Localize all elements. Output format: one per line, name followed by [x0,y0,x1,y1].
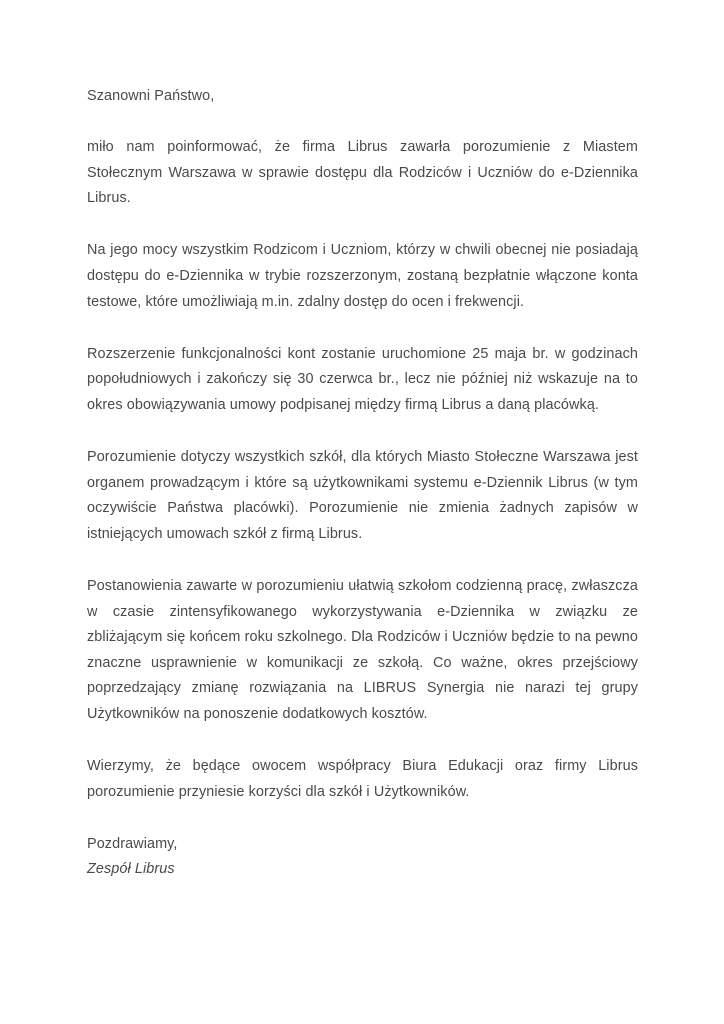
closing: Pozdrawiamy, [87,835,178,852]
salutation: Szanowni Państwo, [87,88,215,104]
paragraph-agreement: miło nam poinformować, że firma Librus zawarła porozumienie z Miastem Stołecznym Warszawa w sprawie dostępu dla Rodziców i Uczniów do e-Dziennika Librus. [87,139,638,207]
paragraph-scope: Porozumienie dotyczy wszystkich szkół, dla których Miasto Stołeczne Warszawa jest organem prowadzącym i które są użytkownikami systemu e-Dziennik Librus (w tym oczywiście Państwa placówki). Porozumienie nie zmienia żadnych zapisów w istniejących umowach szkół z firmą Librus. [87,449,638,542]
paragraph-test-accounts: Na jego mocy wszystkim Rodzicom i Uczniom, którzy w chwili obecnej nie posiadają dostępu do e-Dziennika w trybie rozszerzonym, zostaną bezpłatnie włączone konta testowe, które umożliwiają m.in. zdalny dostęp do ocen i frekwencji. [87,242,638,310]
letter-body [87,84,638,883]
signature: Zespół Librus [87,861,175,878]
paragraph-dates: Rozszerzenie funkcjonalności kont zostanie uruchomione 25 maja br. w godzinach popołudniowych i zakończy się 30 czerwca br., lecz nie później niż wskazuje na to okres obowiązywania umowy podpisanej między firmą Librus a daną placówką. [87,345,638,413]
paragraph-conclusion: Wierzymy, że będące owocem współpracy Biura Edukacji oraz firmy Librus porozumienie przyniesie korzyści dla szkół i Użytkowników. [87,757,638,800]
paragraph-benefits: Postanowienia zawarte w porozumieniu ułatwią szkołom codzienną pracę, zwłaszcza w czasie zintensyfikowanego wykorzystywania e-Dziennika w związku ze zbliżającym się końcem roku szkolnego. Dla Rodziców i Uczniów będzie to na pewno znaczne usprawnienie w komunikacji ze szkołą. Co ważne, okres przejściowy poprzedzający zmianę rozwiązania na LIBRUS Synergia nie narazi tej grupy Użytkowników na ponoszenie dodatkowych kosztów. [87,577,638,722]
